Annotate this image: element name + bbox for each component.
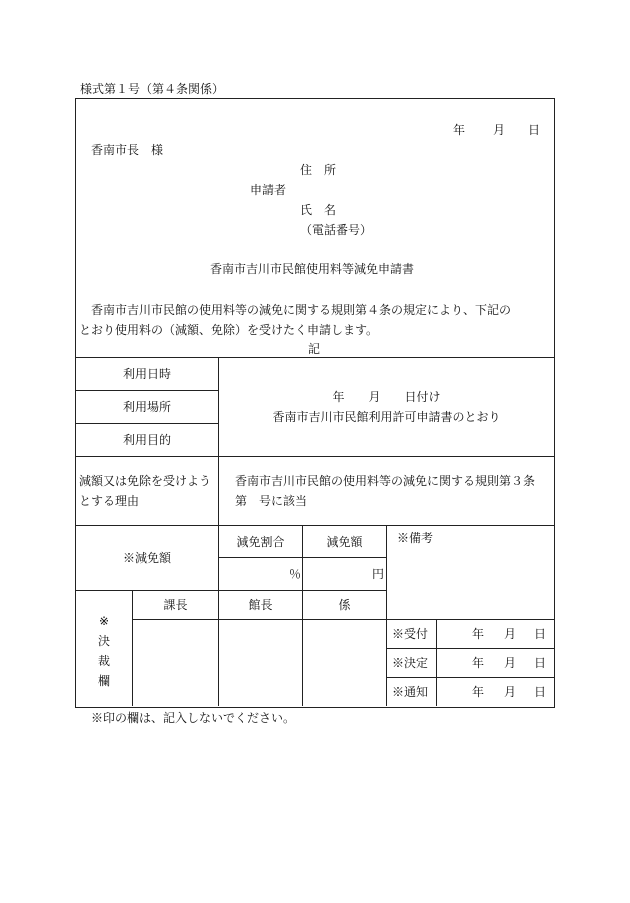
- decision-char-3: 欄: [97, 674, 110, 688]
- divider: [76, 390, 218, 391]
- status-day: 日: [534, 685, 547, 699]
- status-month: 月: [504, 685, 517, 699]
- date-month: 月: [493, 123, 506, 137]
- status-day: 日: [534, 656, 547, 670]
- staff-header: 係: [338, 598, 351, 612]
- body-text-line-2: とおり使用料の（減額、免除）を受けたく申請します。: [79, 323, 379, 337]
- form-number: 様式第１号（第４条関係）: [80, 82, 225, 96]
- footnote: ※印の欄は、記入しないでください。: [91, 711, 296, 725]
- status-label: ※決定: [392, 656, 429, 670]
- usage-purpose-label: 利用目的: [122, 433, 171, 447]
- divider: [436, 620, 437, 706]
- decision-char-2: 裁: [97, 654, 110, 668]
- divider: [302, 526, 303, 706]
- remarks-label: ※備考: [397, 531, 434, 545]
- applicant-label: 申請者: [250, 183, 287, 197]
- divider: [387, 648, 554, 649]
- divider: [76, 525, 554, 526]
- divider: [387, 677, 554, 678]
- divider: [76, 590, 386, 591]
- reduction-amount-unit: 円: [372, 567, 385, 581]
- document-title: 香南市吉川市民館使用料等減免申請書: [210, 262, 415, 276]
- divider: [76, 357, 554, 358]
- reduction-rate-unit: ％: [289, 567, 302, 581]
- date-year: 年: [453, 123, 466, 137]
- reduction-amount-header: 減免額: [326, 535, 363, 549]
- divider: [386, 526, 387, 706]
- usage-date-value: 年 月 日付け: [332, 390, 441, 404]
- status-month: 月: [504, 656, 517, 670]
- ki-label: 記: [308, 342, 321, 356]
- status-day: 日: [534, 627, 547, 641]
- status-year: 年: [472, 656, 485, 670]
- divider: [76, 423, 218, 424]
- status-label: ※通知: [392, 685, 429, 699]
- usage-date-label: 利用日時: [122, 367, 171, 381]
- name-label: 氏 名: [300, 203, 337, 217]
- reduction-rate-header: 減免割合: [236, 535, 285, 549]
- reason-value-line-1: 香南市吉川市民館の使用料等の減免に関する規則第３条: [235, 474, 536, 488]
- status-month: 月: [504, 627, 517, 641]
- decision-char-1: 決: [97, 634, 110, 648]
- reason-label-line-2: とする理由: [79, 494, 140, 508]
- reason-value-line-2: 第 号に該当: [235, 494, 308, 508]
- status-year: 年: [472, 685, 485, 699]
- usage-place-label: 利用場所: [122, 400, 171, 414]
- date-day: 日: [528, 123, 541, 137]
- chief-header: 課長: [163, 598, 188, 612]
- phone-label: （電話番号）: [300, 223, 373, 237]
- reduction-label: ※減免額: [122, 551, 171, 565]
- body-text-line-1: 香南市吉川市民館の使用料等の減免に関する規則第４条の規定により、下記の: [91, 303, 512, 317]
- addressee: 香南市長 様: [91, 143, 164, 157]
- director-header: 館長: [248, 598, 273, 612]
- divider: [132, 619, 554, 620]
- address-label: 住 所: [300, 163, 337, 177]
- usage-reference: 香南市吉川市民館利用許可申請書のとおり: [272, 410, 501, 424]
- decision-mark: ※: [98, 614, 110, 628]
- status-label: ※受付: [392, 627, 429, 641]
- reason-label-line-1: 減額又は免除を受けよう: [79, 474, 212, 488]
- status-year: 年: [472, 627, 485, 641]
- divider: [76, 456, 554, 457]
